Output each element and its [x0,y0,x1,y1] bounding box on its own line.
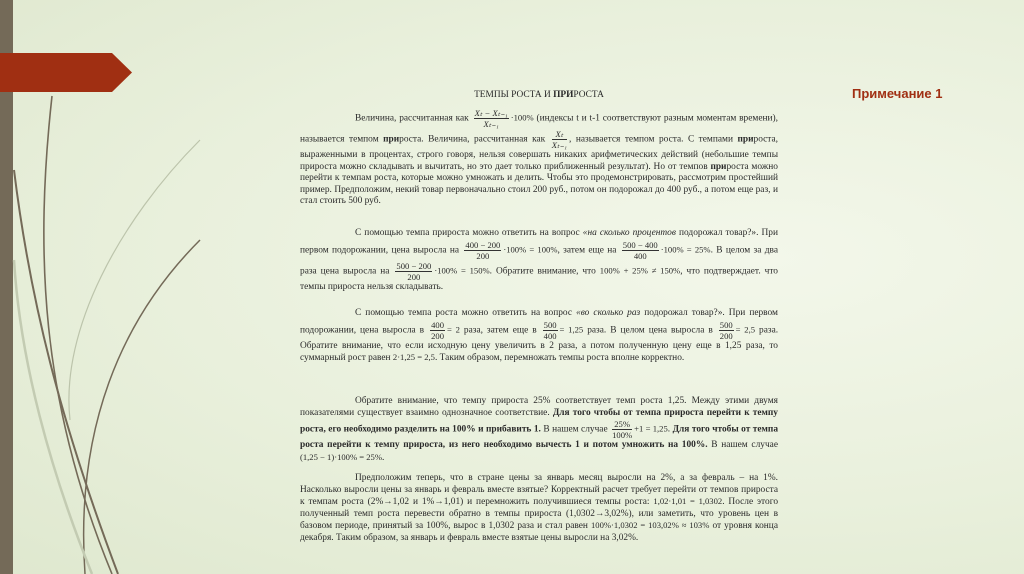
text: (индексы t и t-1 соответствуют разным моментам времени), называется темпом [300,113,779,145]
formula [543,320,558,341]
title-banner [0,53,132,92]
numerator: 25% [612,419,632,430]
denominator: 200 [431,330,444,341]
text: В нашем случае [540,424,608,435]
text: В нашем случае [707,440,778,450]
numerator: Xₜ − Xₜ₋₁ [474,108,508,118]
slide-title: Примечание 1 [852,86,943,101]
formula: 100% + 25% ≠ 150% [599,265,681,276]
formula-tail: = 1,25 [559,324,584,335]
bold-text: при [737,134,754,145]
numerator: 500 − 200 [396,260,432,271]
formula [430,320,445,341]
formula [552,129,567,150]
numerator: 400 [431,319,444,330]
numerator: 400 − 200 [465,239,501,250]
formula-tail: = 2 [446,324,460,335]
formula [622,240,659,261]
bold-text: Для того чтобы от темпа роста перейти к темпу прироста, из него необходимо вычесть 1 и потом умножить на 100%. [300,424,779,450]
text: роста. Величина, рассчитанная как [399,134,546,145]
paragraph-2 [300,228,778,293]
bold-text: при [383,134,400,145]
text: , называется темпом роста. С темпами [569,134,738,145]
denominator: Xₜ₋₁ [551,140,568,150]
denominator: 400 [633,250,647,261]
text: . [382,452,385,463]
text: раза, затем еще в [463,325,537,336]
denominator: 100% [612,430,633,440]
document-title [300,90,778,102]
text: подорожал товар?». При первом подорожании, цена выросла на [300,228,778,256]
text: раза. В целом цена выросла в [587,325,713,336]
text: С помощью темпа прироста можно ответить на вопрос [355,228,583,238]
text: , затем еще на [557,245,617,256]
formula-tail: = 2,5 [735,324,756,335]
formula [464,240,501,261]
text: . Обратите внимание, что [489,266,596,277]
italic-text: «на сколько процентов [582,228,676,238]
text: . [667,424,673,435]
bold-text: при [710,161,727,172]
numerator: 500 − 400 [622,239,658,250]
italic-text: «во сколько раз [576,308,641,318]
denominator: 200 [476,250,490,261]
formula: 100%·1,0302 = 103,02% ≈ 103% [590,520,710,530]
numerator: 500 [719,319,733,330]
text: подорожал товар?». При первом подорожании, цена выросла в [300,308,778,336]
formula-tail: ·100% = 25% [660,244,711,255]
formula [395,261,432,282]
bold-text: Для того чтобы от темпа прироста перейти к темпу роста, его необходимо разделить на 100% и прибавить 1. [300,407,778,435]
paragraph-5 [300,473,778,544]
denominator: 200 [407,271,421,282]
formula: (1,25 − 1)·100% = 25% [300,451,383,462]
paragraph-1 [300,108,778,208]
formula-tail: ·100% = 100% [503,244,558,255]
formula [612,419,632,440]
text: роста можно перейти к темпам роста, которые можно умножать и делить. Чтобы это продемонстрировать, рассмотрим простейший пример. Предположим, некий товар первоначально стоил 200 руб., потом он подорожал до 400 руб., а потом еще раз, и стал стоить 500 руб. [300,161,778,206]
numerator: Xₜ [552,129,567,140]
formula-tail: +1 = 1,25 [634,423,668,434]
text: от уровня конца декабря. Таким образом, за январь и февраль вместе взятые цены выросли на 3,02%. [300,521,778,543]
formula-tail: ·100% [510,112,534,123]
formula [719,320,734,341]
text: раза. Обратите внимание, что если исходную цену увеличить в 2 раза, а потом полученную цену еще в 1,25 раза, то суммарный рост равен [300,325,779,363]
formula [474,108,509,129]
text: , что подтверждает. что темпы прироста нельзя складывать. [300,266,778,292]
title-bold: ПРИ [553,90,574,100]
formula: 1,02·1,01 = 1,0302 [653,496,723,506]
text: С помощью темпа роста можно ответить на вопрос [355,308,577,318]
paragraph-4 [300,396,778,464]
text: . После этого полученный темп роста перевести обратно в темпы прироста (1,0302→3,02%), или заметить, что уровень цен в базовом периоде, принятый за 100%, вырос в 1,0302 раза и стал равен [300,497,779,531]
title-text: ТЕМПЫ РОСТА И [474,90,554,100]
formula: 2·1,25 = 2,5 [392,352,435,362]
denominator: Xₜ₋₁ [483,119,499,129]
numerator: 500 [543,319,557,330]
text: роста, выраженными в процентах, строго говоря, нельзя совершать никаких арифметических действий (небольшие темпы прироста можно складывать и вычитать, но это дает только приближенный результат). Но от темпов [300,134,779,172]
denominator: 400 [543,330,557,341]
formula-tail: ·100% = 150% [434,265,490,276]
text: . Таким образом, перемножать темпы роста вполне корректно. [434,353,685,363]
text: Обратите внимание, что темпу прироста 25% соответствует темп роста 1,25. Между этими двумя показателями существует взаимно однозначное соответствие. [300,396,778,418]
text: . В целом за два раза цена выросла на [300,245,779,277]
text: Величина, рассчитанная как [355,113,469,124]
denominator: 200 [719,330,733,341]
title-text-end: РОСТА [573,90,604,100]
text: Предположим теперь, что в стране цены за январь месяц выросли на 2%, а за февраль – на 1%. Насколько выросли цены за январь и февраль вместе взятые? Корректный расчет требует перейти от темпов прироста к темпам роста (2%→1,02 и 1%→1,01) и перемножить получившиеся темпы роста: [300,473,778,507]
paragraph-3 [300,308,778,365]
